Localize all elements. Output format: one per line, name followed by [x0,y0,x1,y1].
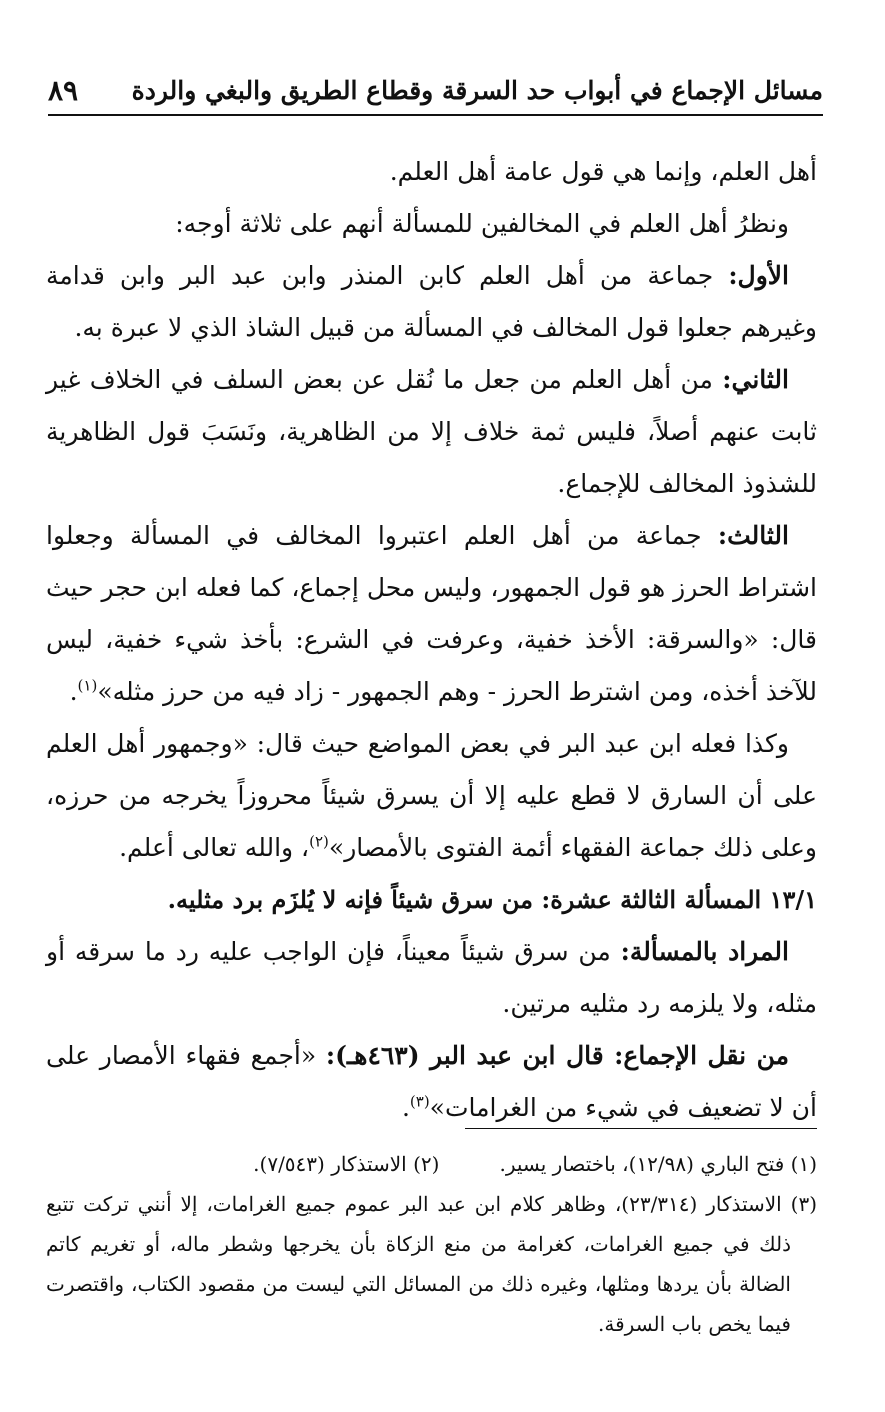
paragraph-ibn-abd-al-barr [46,718,817,874]
page-number: ٨٩ [48,73,79,107]
footnote-divider [465,1128,817,1129]
paragraph-text: جماعة من أهل العلم كابن المنذر وابن عبد البر وابن قدامة وغيرهم جعلوا قول المخالف في المسألة من قبيل الشاذ الذي لا عبرة به. [46,261,817,342]
footnote-row [46,1144,817,1184]
footnote-1: (١) فتح الباري (١٢/٩٨)، باختصار يسير. [499,1152,817,1176]
paragraph-text: ونظرُ أهل العلم في المخالفين للمسألة أنهم على ثلاثة أوجه: [175,209,789,238]
paragraph-text: من أهل العلم من جعل ما نُقل عن بعض السلف في الخلاف غير ثابت عنهم أصلاً، فليس ثمة خلاف إلا من الظاهرية، ونَسَبَ قول الظاهرية للشذوذ المخالف للإجماع. [46,365,817,498]
paragraph-text: أهل العلم، وإنما هي قول عامة أهل العلم. [389,157,817,186]
footnote-ref: (١) [77,676,98,695]
footnote-2: (٢) الاستذكار (٧/٥٤٣). [253,1152,440,1176]
paragraph-tail: ، والله تعالى أعلم. [119,833,310,862]
paragraph-second-view [46,354,817,510]
main-text [46,146,817,1134]
paragraph-text: من سرق شيئاً معيناً، فإن الواجب عليه رد ما سرقه أو مثله، ولا يلزمه رد مثليه مرتين. [46,937,817,1018]
paragraph-lead: الثالث: [717,521,789,550]
paragraph-definition [46,926,817,1030]
footnote-ref: (٢) [309,832,329,851]
paragraph-third-view: الثالث: جماعة من أهل العلم اعتبروا المخالف في المسألة وجعلوا اشتراط الحرز هو قول الجمهور، وليس محل إجماع، كما فعله ابن حجر حيث قال: «والسرقة: الأخذ خفية، وعرفت في الشرع: بأخذ شيء خفية، ليس للآخذ أخذه، ومن اشترط الحرز - وهم الجمهور - زاد فيه من حرز مثله»$^{(١)}$. [46,521,817,706]
paragraph-lead: من نقل الإجماع: قال ابن عبد البر (٤٦٣هـ): [325,1041,789,1070]
running-title: مسائل الإجماع في أبواب حد السرقة وقطاع الطريق والبغي والردة [131,75,823,105]
paragraph-first-view [46,250,817,354]
paragraph-lead: الأول: [728,261,789,290]
heading-text: ١٣/١ المسألة الثالثة عشرة: من سرق شيئاً فإنه لا يُلزَم برد مثليه. [167,885,817,914]
paragraph-lead: المراد بالمسألة: [620,937,789,966]
paragraph-text: وكذا فعله ابن عبد البر في بعض المواضع حيث قال: «وجمهور أهل العلم على أن السارق لا قطع عليه إلا أن يسرق شيئاً محروزاً يخرجه من حرزه، وعلى ذلك جماعة الفقهاء أئمة الفتوى بالأمصار» [46,729,817,862]
paragraph-lead: الثاني: [722,365,789,394]
paragraph-consensus: من نقل الإجماع: قال ابن عبد البر (٤٦٣هـ): «أجمع فقهاء الأمصار على أن لا تضعيف في شيء من الغرامات»$^{(٣)}$. [46,1041,817,1122]
footnote-ref: (٣) [409,1092,430,1111]
paragraph-continuation [46,146,817,198]
paragraph-intro [46,198,817,250]
page-header [48,66,823,116]
paragraph-text: جماعة من أهل العلم اعتبروا المخالف في المسألة وجعلوا اشتراط الحرز هو قول الجمهور، وليس محل إجماع، كما فعله ابن حجر حيث قال: «والسرقة: الأخذ خفية، وعرفت في الشرع: بأخذ شيء خفية، ليس للآخذ أخذه، ومن اشترط الحرز - وهم الجمهور - زاد فيه من حرز مثله» [46,521,817,706]
footnote-3: (٣) الاستذكار (٢٣/٣١٤)، وظاهر كلام ابن عبد البر عموم جميع الغرامات، إلا أنني تركت تتبع ذلك في جميع الغرامات، كغرامة من منع الزكاة بأن يخرجها وشطر ماله، أو تغريم كاتم الضالة بأن يردها ومثلها، وغيره ذلك من المسائل التي ليست من مقصود الكتاب، واقتصرت فيما يخص باب السرقة. [46,1192,817,1336]
paragraph-text: «أجمع فقهاء الأمصار على أن لا تضعيف في شيء من الغرامات» [46,1041,817,1122]
footnotes [46,1144,817,1344]
masala-heading [46,874,817,926]
